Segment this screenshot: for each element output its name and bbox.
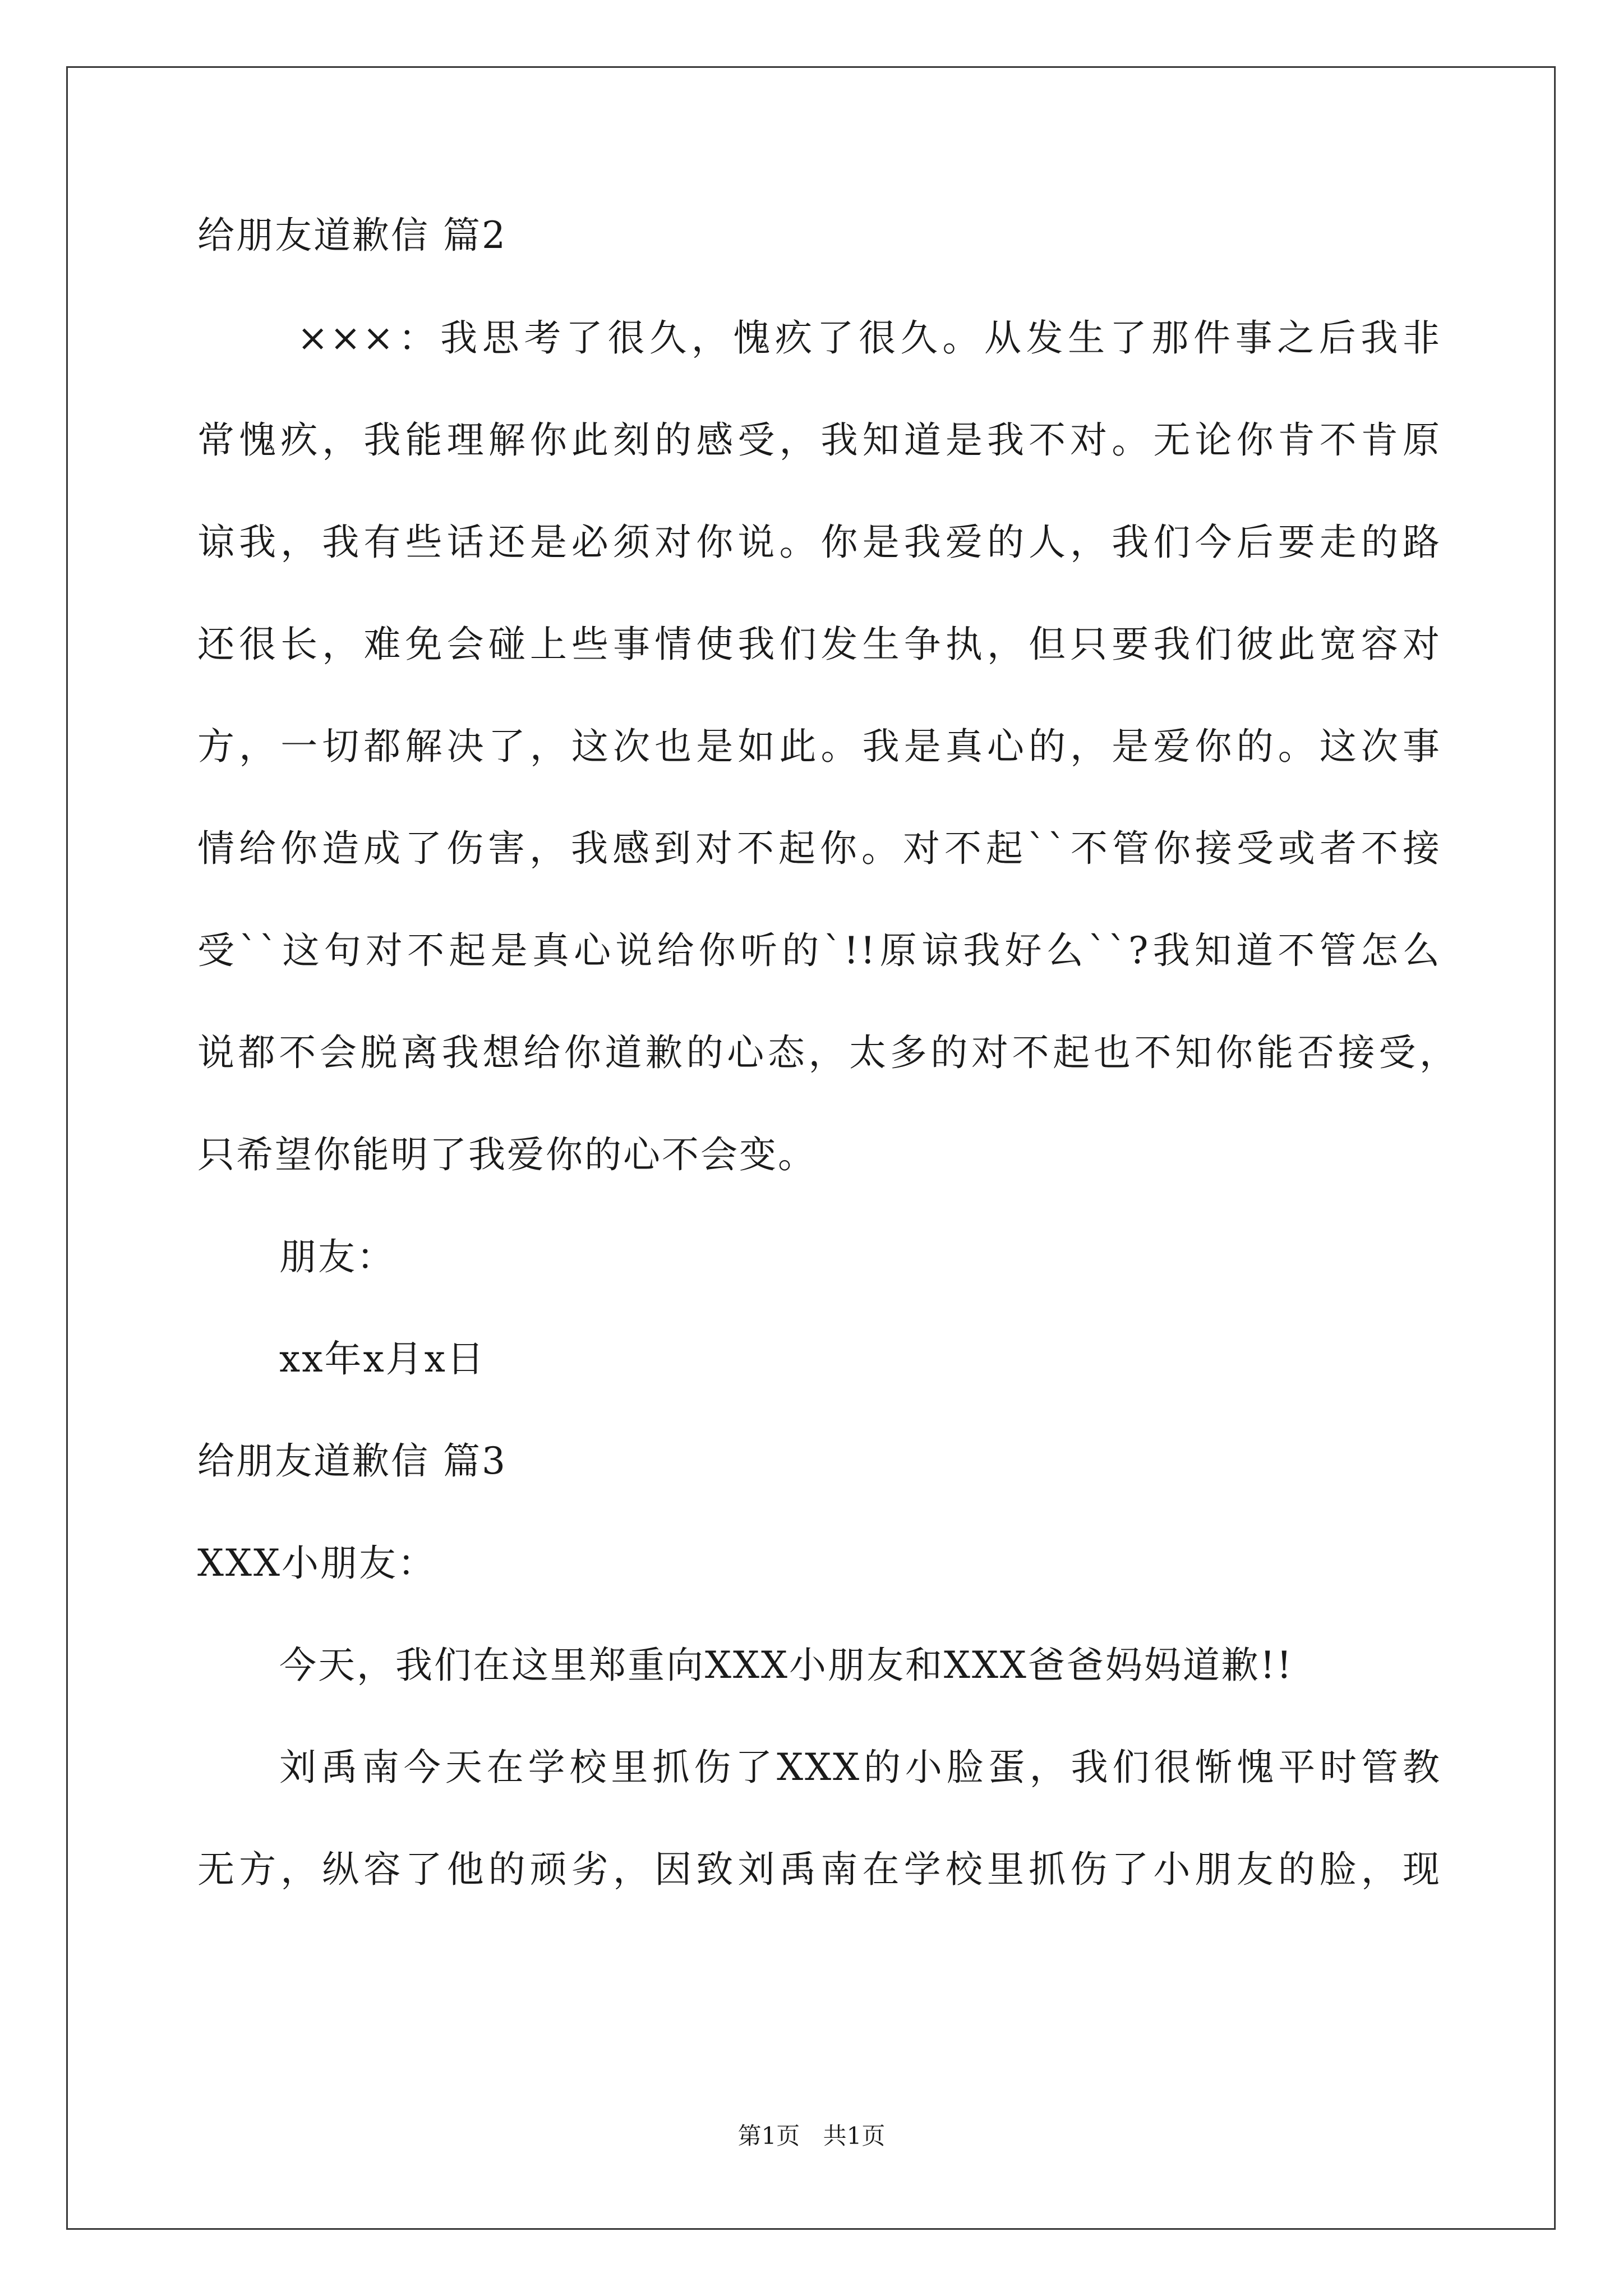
paragraph-line: 说都不会脱离我想给你道歉的心态，太多的对不起也不知你能否接受， — [197, 1031, 1458, 1074]
section-heading: 给朋友道歉信 篇3 — [197, 1439, 507, 1483]
page-total: 共1页 — [823, 2122, 886, 2150]
paragraph-line: 还很长，难免会碰上些事情使我们发生争执，但只要我们彼此宽容对 — [197, 623, 1441, 666]
paragraph-line: 只希望你能明了我爱你的心不会变。 — [197, 1133, 817, 1176]
paragraph-line: 无方，纵容了他的顽劣，因致刘禹南在学校里抓伤了小朋友的脸，现 — [197, 1848, 1441, 1891]
paragraph-line: 刘禹南今天在学校里抓伤了XXX的小脸蛋，我们很惭愧平时管教 — [279, 1746, 1441, 1789]
salutation: XXX小朋友： — [197, 1542, 436, 1585]
paragraph-line: ×××：我思考了很久，愧疚了很久。从发生了那件事之后我非 — [297, 316, 1441, 360]
signature-label: 朋友： — [279, 1235, 395, 1278]
paragraph-line: 受``这句对不起是真心说给你听的`!!原谅我好么``?我知道不管怎么 — [197, 929, 1441, 972]
paragraph-line: 常愧疚，我能理解你此刻的感受，我知道是我不对。无论你肯不肯原 — [197, 418, 1441, 462]
paragraph-line: 方，一切都解决了，这次也是如此。我是真心的，是爱你的。这次事 — [197, 725, 1441, 768]
page-number: 第1页 — [737, 2122, 800, 2150]
section-heading: 给朋友道歉信 篇2 — [197, 214, 507, 257]
paragraph-line: 情给你造成了伤害，我感到对不起你。对不起``不管你接受或者不接 — [197, 827, 1441, 870]
date-line: xx年x月x日 — [279, 1337, 486, 1381]
page-footer — [0, 2119, 1623, 2153]
paragraph-line: 今天，我们在这里郑重向XXX小朋友和XXX爸爸妈妈道歉!! — [279, 1644, 1293, 1687]
paragraph-line: 谅我，我有些话还是必须对你说。你是我爱的人，我们今后要走的路 — [197, 521, 1441, 564]
